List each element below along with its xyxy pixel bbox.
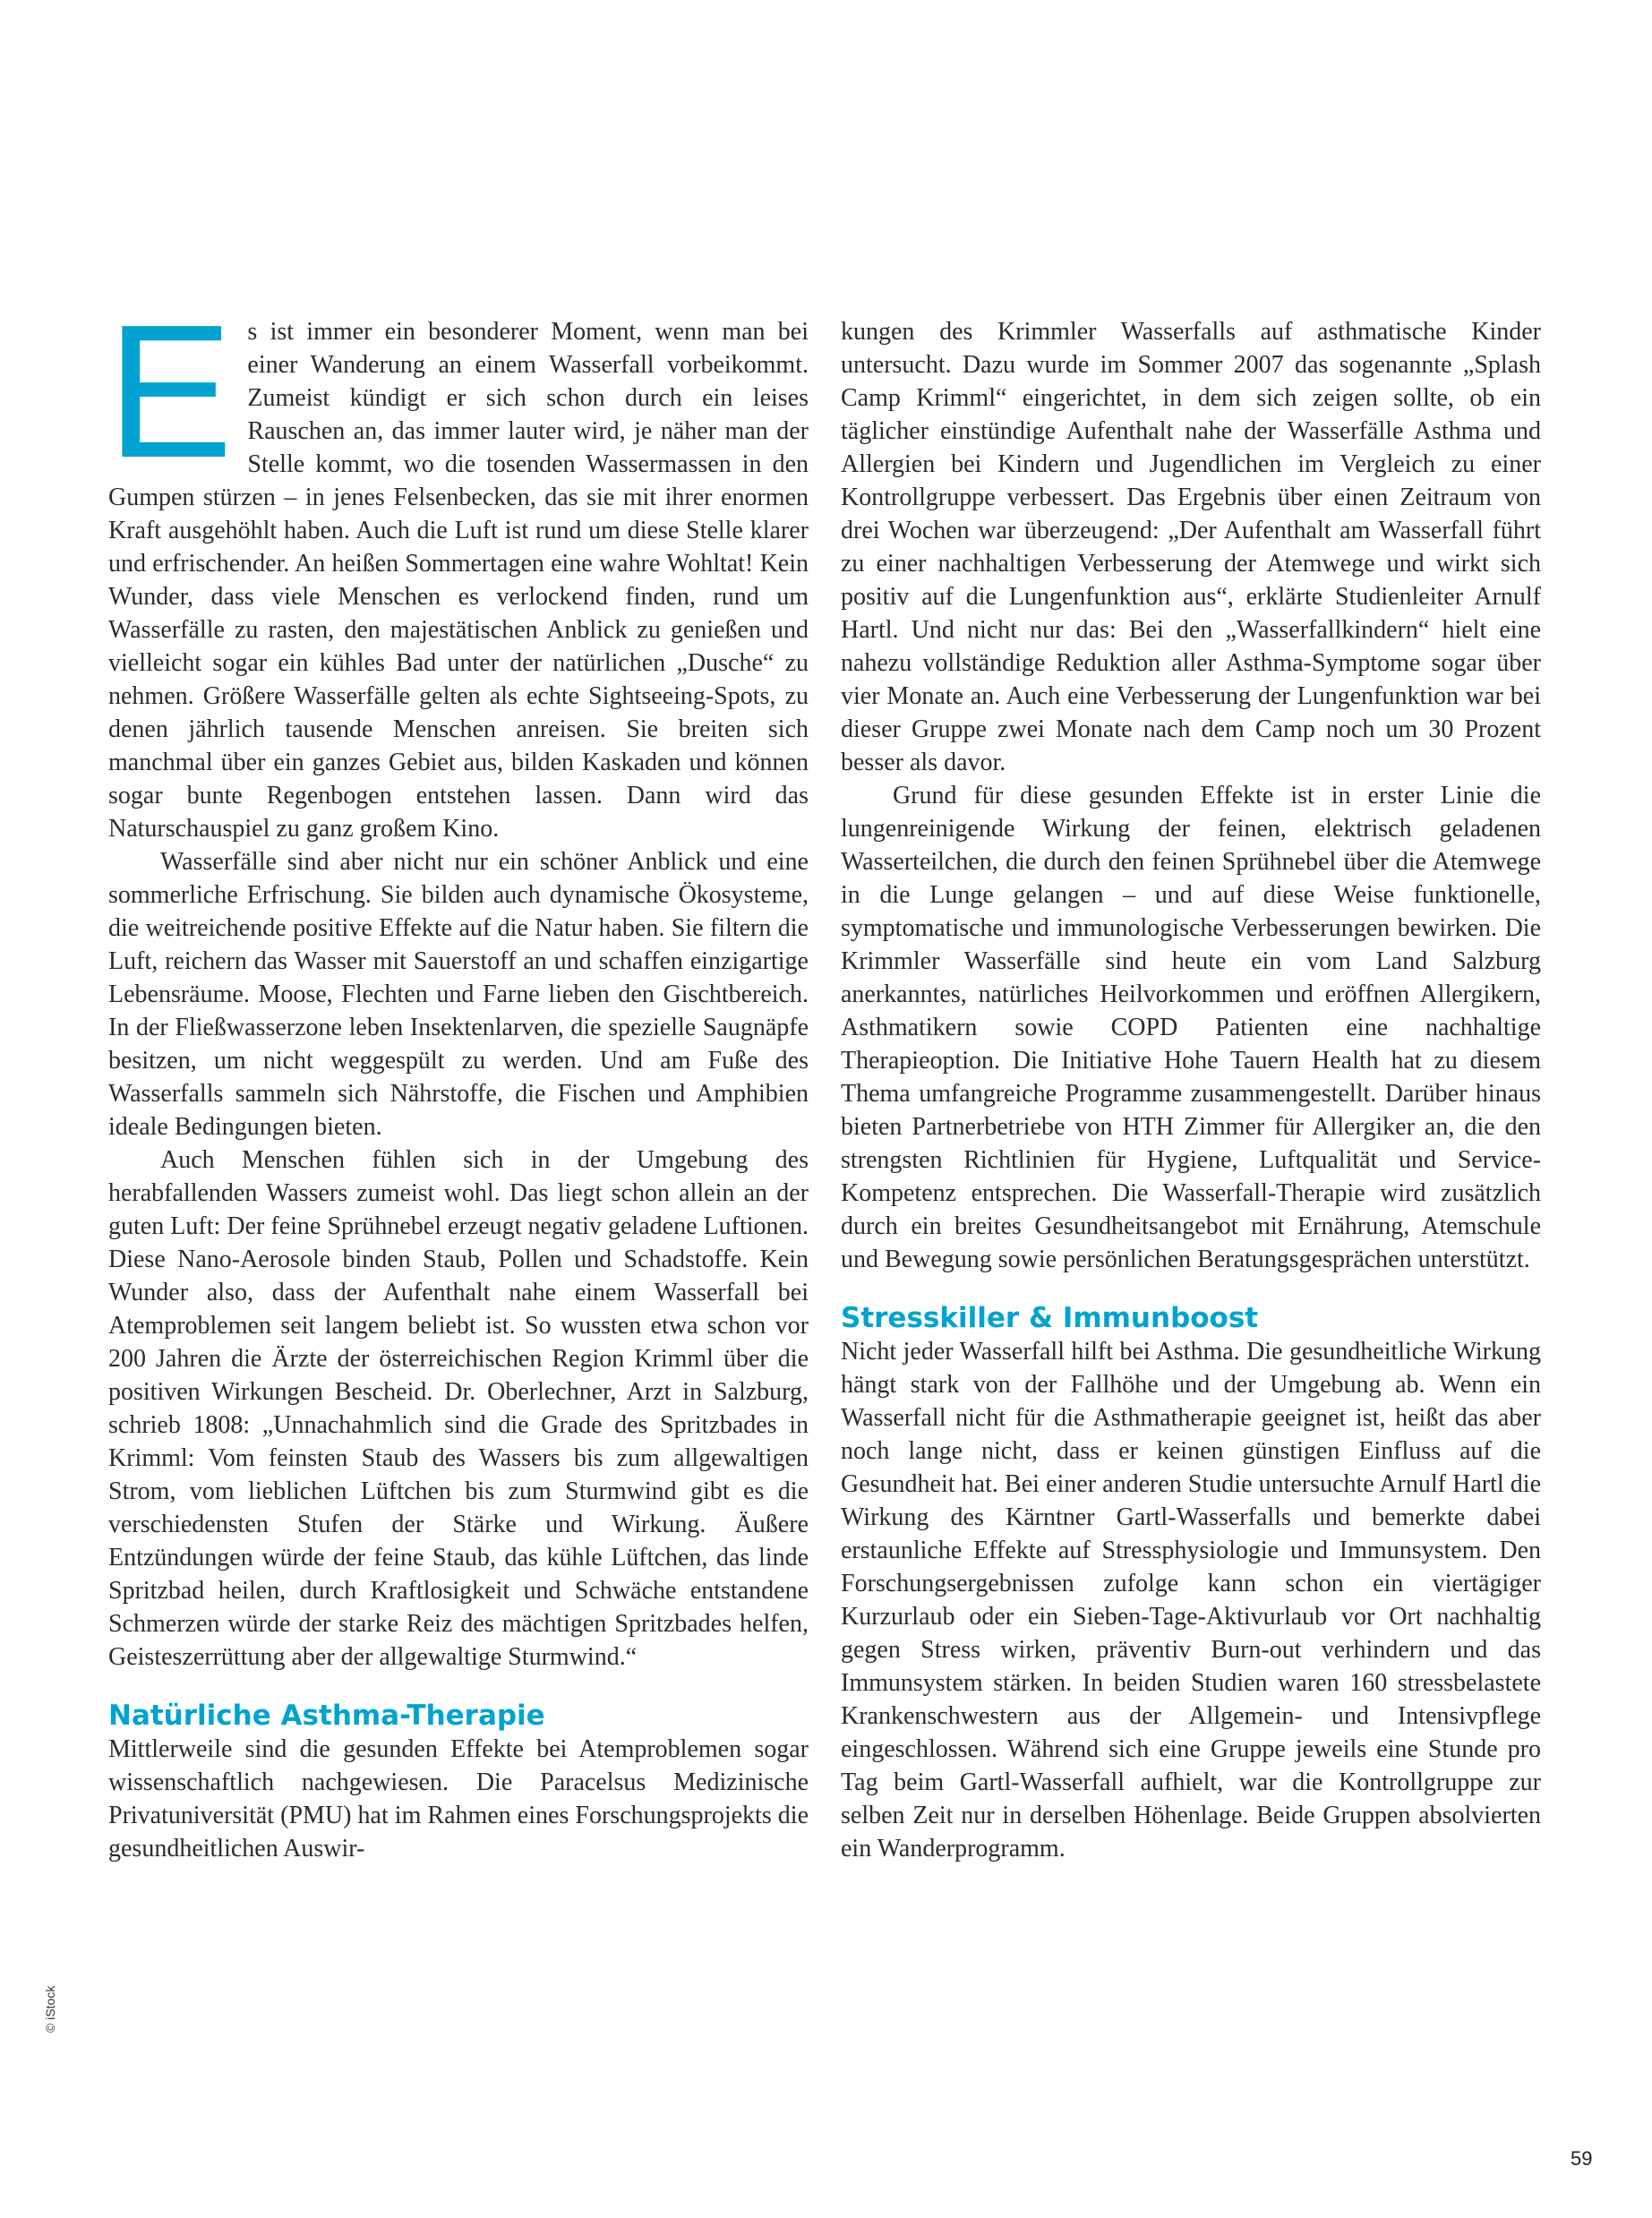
- section-heading-asthma: Natürliche Asthma-Therapie: [108, 1700, 545, 1732]
- body-paragraph: Grund für diese gesunden Effekte ist in erster Linie die lungenreinigende Wirkung der feinen, elektrisch geladenen Wasserteilchen, die durch den feinen Sprühnebel über die Atemwege in die Lunge gelangen – und auf diese Weise funktionelle, symptomatische und immunologische Verbesserungen bewirken. Die Krimmler Wasserfälle sind heute ein vom Land Salzburg anerkanntes, natürliches Heilvorkommen und eröffnen Allergikern, Asthmatikern sowie COPD Patienten eine nachhaltige Therapieoption. Die Initiative Hohe Tauern Health hat zu diesem Thema umfangreiche Programme zusammengestellt. Darüber hinaus bieten Partnerbetriebe von HTH Zimmer für Allergiker an, die den strengsten Richtlinien für Hygiene, Luftqualität und Service-Kompetenz entsprechen. Die Wasserfall-Therapie wird zusätzlich durch ein breites Gesundheitsangebot mit Ernährung, Atemschule und Bewegung sowie persönlichen Beratungsgesprächen unterstützt.: [841, 782, 1541, 1273]
- intro-paragraph: [107, 285, 809, 845]
- page-number: 59: [1571, 2147, 1593, 2170]
- body-paragraph: Mittlerweile sind die gesunden Effekte bei Atemproblemen sogar wissenschaftlich nachgewiesen. Die Paracelsus Medizinische Privatuniversität (PMU) hat im Rahmen eines Forschungsprojekts die gesundheitlichen Auswir-: [108, 1735, 809, 1863]
- section-heading-stress: Stresskiller & Immunboost: [841, 1302, 1259, 1334]
- body-paragraph: Nicht jeder Wasserfall hilft bei Asthma. Die gesundheitliche Wirkung hängt stark von der Fallhöhe und der Umgebung ab. Wenn ein Wasserfall nicht für die Asthmatherapie geeignet ist, heißt das aber noch lange nicht, dass er keinen günstigen Einfluss auf die Gesundheit hat. Bei einer anderen Studie untersuchte Arnulf Hartl die Wirkung des Kärntner Gartl-Wasserfalls und bemerkte dabei erstaunliche Effekte auf Stressphysiologie und Immunsystem. Den Forschungsergebnissen zufolge kann schon ein viertägiger Kurzurlaub oder ein Sieben-Tage-Aktivurlaub vor Ort nachhaltig gegen Stress wirken, präventiv Burn-out verhindern und das Immunsystem stärken. In beiden Studien waren 160 stressbelastete Krankenschwestern aus der Allgemein- und Intensivpflege eingeschlossen. Während sich eine Gruppe jeweils eine Stunde pro Tag beim Gartl-Wasserfall aufhielt, war die Kontrollgruppe zur selben Zeit nur in derselben Höhenlage. Beide Gruppen absolvierten ein Wanderprogramm.: [841, 1338, 1541, 1863]
- article-right-column: [841, 315, 1541, 1865]
- photo-credit: © iStock: [43, 1985, 57, 2033]
- dropcap-letter: E: [107, 285, 234, 497]
- intro-paragraph-text: s ist immer ein besonderer Moment, wenn man bei einer Wanderung an einem Wasserfall vorbeikommt. Zumeist kündigt er sich schon durch ein leises Rauschen an, das immer lauter wird, je näher man der Stelle kommt, wo die tosenden Wassermassen in den Gumpen stürzen – in jenes Felsenbecken, das sie mit ihrer enormen Kraft ausgehöhlt haben. Auch die Luft ist rund um diese Stelle klarer und erfrischender. An heißen Sommertagen eine wahre Wohltat! Kein Wunder, dass viele Menschen es verlockend finden, rund um Wasserfälle zu rasten, den majestätischen Anblick zu genießen und vielleicht sogar ein kühles Bad unter der natürlichen „Dusche“ zu nehmen. Größere Wasserfälle gelten als echte Sightseeing-Spots, zu denen jährlich tausende Menschen anreisen. Sie breiten sich manchmal über ein ganzes Gebiet aus, bilden Kaskaden und können sogar bunte Regenbogen entstehen lassen. Dann wird das Naturschauspiel zu ganz großem Kino.: [108, 318, 809, 843]
- body-paragraph: Wasserfälle sind aber nicht nur ein schöner Anblick und eine sommerliche Erfrischung. Sie bilden auch dynamische Ökosysteme, die weitreichende positive Effekte auf die Natur haben. Sie filtern die Luft, reichern das Wasser mit Sauerstoff an und schaffen einzigartige Lebensräume. Moose, Flechten und Farne lieben den Gischtbereich. In der Fließwasserzone leben Insektenlarven, die spezielle Saugnäpfe besitzen, um nicht weggespült zu werden. Und am Fuße des Wasserfalls sammeln sich Nährstoffe, die Fischen und Amphibien ideale Bedingungen bieten.: [108, 848, 809, 1141]
- article-left-column: [107, 285, 809, 1865]
- body-paragraph: Auch Menschen fühlen sich in der Umgebung des herabfallenden Wassers zumeist wohl. Das liegt schon allein an der guten Luft: Der feine Sprühnebel erzeugt negativ geladene Luftionen. Diese Nano-Aerosole binden Staub, Pollen und Schadstoffe. Kein Wunder also, dass der Aufenthalt nahe einem Wasserfall bei Atemproblemen seit langem beliebt ist. So wussten etwa schon vor 200 Jahren die Ärzte der österreichischen Region Krimml über die positiven Wirkungen Bescheid. Dr. Oberlechner, Arzt in Salzburg, schrieb 1808: „Unnachahmlich sind die Grade des Spritzbades in Krimml: Vom feinsten Staub des Wassers bis zum allgewaltigen Strom, vom lieblichen Lüftchen bis zum Sturmwind gibt es die verschiedensten Stufen der Stärke und Wirkung. Äußere Entzündungen würde der feine Staub, das kühle Lüftchen, das linde Spritzbad heilen, durch Kraftlosigkeit und Schwäche entstandene Schmerzen würde der starke Reiz des mächtigen Spritzbades helfen, Geisteszerrüttung aber der allgewaltige Sturmwind.“: [108, 1146, 809, 1671]
- body-paragraph: kungen des Krimmler Wasserfalls auf asthmatische Kinder untersucht. Dazu wurde im Sommer 2007 das sogenannte „Splash Camp Krimml“ eingerichtet, in dem sich zeigen sollte, ob ein täglicher einstündige Aufenthalt nahe der Wasserfälle Asthma und Allergien bei Kindern und Jugendlichen im Vergleich zu einer Kontrollgruppe verbessert. Das Ergebnis über einen Zeitraum von drei Wochen war überzeugend: „Der Aufenthalt am Wasserfall führt zu einer nachhaltigen Verbesserung der Atemwege und wirkt sich positiv auf die Lungenfunktion aus“, erklärte Studienleiter Arnulf Hartl. Und nicht nur das: Bei den „Wasserfallkindern“ hielt eine nahezu vollständige Reduktion aller Asthma-Symptome sogar über vier Monate an. Auch eine Verbesserung der Lungenfunktion war bei dieser Gruppe zwei Monate nach dem Camp noch um 30 Prozent besser als davor.: [841, 318, 1541, 776]
